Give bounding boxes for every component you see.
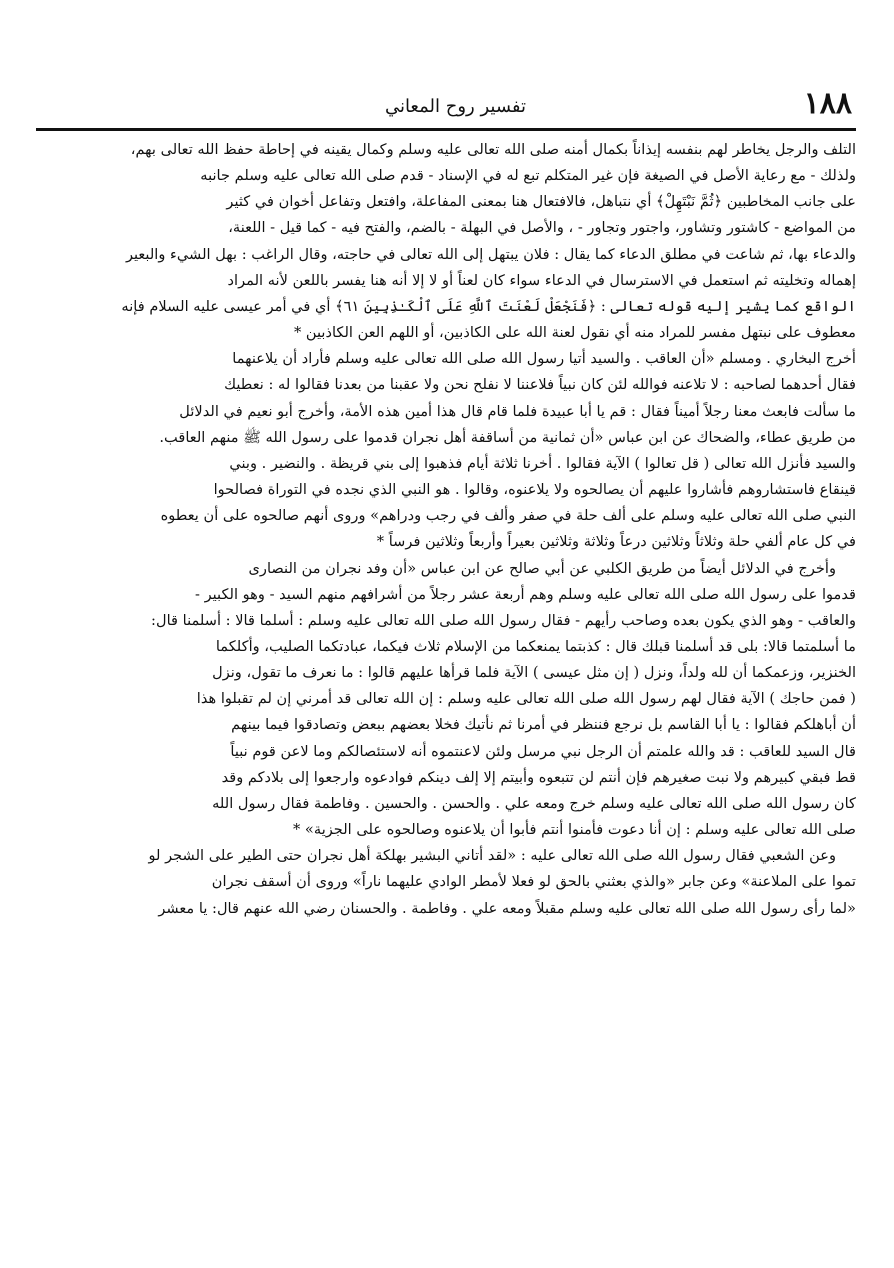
text-line: الواقع كما يشير إليه قوله تعالى : ﴿فَنَجْعَلْ لَعْنَتَ ٱللَّهِ عَلَى ٱلْكَـٰذِبِينَ ٦١﴾ أي في أمر عيسى عليه السلام فإنه xyxy=(121,297,856,315)
text-line: ولذلك - مع رعاية الأصل في الصيغة فإن غير المتكلم تبع له في الإسناد - قدم صلى الله تعالى عليه وسلم جانبه xyxy=(200,167,856,185)
text-line: والسيد فأنزل الله تعالى ( قل تعالوا ) الآية فقالوا . أخرنا ثلاثة أيام فذهبوا إلى بني قريظة . والنضير . وبني xyxy=(229,454,856,472)
text-line: ( فمن حاجك ) الآية فقال لهم رسول الله صلى الله تعالى عليه وسلم : إن الله تعالى قد أمرني إن لم تقبلوا هذا xyxy=(196,690,856,708)
text-line: وأخرج في الدلائل أيضاً من طريق الكلبي عن أبي صالح عن ابن عباس «أن وفد نجران من النصارى xyxy=(248,559,836,577)
text-line: النبي صلى الله تعالى عليه وسلم على ألف حلة في صفر وألف في رجب ودراهم» وروى أنهم صالحوه على أن يعطوه xyxy=(160,507,856,525)
text-line: ما سألت فابعث معنا رجلاً أميناً فقال : قم يا أبا عبيدة فلما قام قال هذا أمين هذه الأمة، وأخرج أبو نعيم في الدلائل xyxy=(179,402,856,420)
text-line: قينقاع فاستشاروهم فأشاروا عليهم أن يصالحوه ولا يلاعنوه، وقالوا . هو النبي الذي نجده في التوراة فصالحوا xyxy=(213,481,856,499)
text-line: والعاقب - وهو الذي يكون بعده وصاحب رأيهم - فقال رسول الله صلى الله تعالى عليه وسلم : أسلما قالا : أسلمنا قال: xyxy=(151,611,856,629)
text-line: الخنزير، وزعمكما أن لله ولداً، ونزل ( إن مثل عيسى ) الآية فلما قرأها عليهم قالوا : ما نعرف ما تقول، ونزل xyxy=(212,664,856,682)
page-number: ١٨٨ xyxy=(803,86,852,121)
running-title: تفسير روح المعاني xyxy=(384,96,526,117)
text-line: معطوف على نبتهل مفسر للمراد منه أي نقول لعنة الله على الكاذبين، أو اللهم العن الكاذبين * xyxy=(293,324,856,342)
text-line: «لما رأى رسول الله صلى الله تعالى عليه وسلم مقبلاً ومعه علي . وفاطمة . والحسنان رضي الله عنهم قال: يا معشر xyxy=(158,899,856,917)
paragraph-bukhari-narration xyxy=(36,346,856,555)
page xyxy=(36,84,856,1244)
body-text xyxy=(36,137,856,922)
text-line: كان رسول الله صلى الله تعالى عليه وسلم خرج ومعه علي . والحسن . والحسين . وفاطمة فقال رسول الله xyxy=(212,794,856,812)
text-line: وعن الشعبي فقال رسول الله صلى الله تعالى عليه : «لقد أتاني البشير بهلكة أهل نجران حتى الطير على الشجر لو xyxy=(148,847,836,865)
text-line: والدعاء بها، ثم شاعت في مطلق الدعاء كما يقال : فلان يبتهل إلى الله تعالى في حاجته، وقال الراغب : بهل الشيء والبعير xyxy=(125,245,856,263)
text-line: أن أباهلكم فقالوا : يا أبا القاسم بل نرجع فننظر في أمرنا ثم نأتيك فخلا بعضهم ببعض وتصادقوا فيما بينهم xyxy=(231,716,856,734)
paragraph-tafsir-commentary xyxy=(36,137,856,346)
paragraph-shabi-narration xyxy=(36,843,856,921)
text-line: إهماله وتخليته ثم استعمل في الاسترسال في الدعاء سواء كان لعناً أو لا إلا أنه هنا يفسر باللعن لأنه المراد xyxy=(227,271,856,289)
text-line: تموا على الملاعنة» وعن جابر «والذي بعثني بالحق لو فعلا لأمطر الوادي عليهما ناراً» وروى أن أسقف نجران xyxy=(211,873,856,891)
text-line: على جانب المخاطبين ﴿ثُمَّ نَبْتَهِلْ﴾ أي نتباهل، فالافتعال هنا بمعنى المفاعلة، وافتعل وتفاعل أخوان في كثير xyxy=(226,193,856,211)
text-line: من طريق عطاء، والضحاك عن ابن عباس «أن ثمانية من أساقفة أهل نجران قدموا على رسول الله ﷺ منهم العاقب. xyxy=(159,428,856,446)
paragraph-dalail-narration xyxy=(36,556,856,844)
text-line: في كل عام ألفي حلة وثلاثاً وثلاثين درعاً وثلاثة وثلاثين بعيراً وأربعاً وثلاثين فرساً * xyxy=(376,533,856,551)
text-line: التلف والرجل يخاطر لهم بنفسه إيذاناً بكمال أمنه صلى الله تعالى عليه وسلم وكمال يقينه في إحاطة حفظ الله تعالى بهم، xyxy=(130,141,856,158)
page-header xyxy=(36,84,856,131)
text-line: قط فبقي كبيرهم ولا نبت صغيرهم فإن أنتم لن تتبعوه وأبيتم إلا إلف دينكم فوادعوه وارجعوا إلى بلادكم وقد xyxy=(221,768,856,786)
text-line: فقال أحدهما لصاحبه : لا تلاعنه فوالله لئن كان نبياً فلاعننا لا نفلح نحن ولا عقبنا من بعدنا فقالوا له : نعطيك xyxy=(224,376,856,394)
text-line: قال السيد للعاقب : قد والله علمتم أن الرجل نبي مرسل ولئن لاعنتموه أنه لاستئصالكم وما لاعن قوم نبياً xyxy=(230,742,856,760)
text-line: أخرج البخاري . ومسلم «أن العاقب . والسيد أتيا رسول الله صلى الله تعالى عليه وسلم فأراد أن يلاعنهما xyxy=(232,350,856,368)
text-line: ما أسلمتما قالا: بلى قد أسلمنا قبلك قال : كذبتما يمنعكما من الإسلام ثلاث فيكما، عبادتكما الصليب، وأكلكما xyxy=(215,637,856,655)
text-line: من المواضع - كاشتور وتشاور، واجتور وتجاور - ، والأصل في البهلة - بالضم، والفتح فيه - كما قيل - اللعنة، xyxy=(228,219,856,237)
text-line: قدموا على رسول الله صلى الله تعالى عليه وسلم وهم أربعة عشر رجلاً من أشرافهم منهم السيد - وهو الكبير - xyxy=(195,585,856,603)
text-line: صلى الله تعالى عليه وسلم : إن أنا دعوت فأمنوا أنتم فأبوا أن يلاعنوه وصالحوه على الجزية» * xyxy=(293,821,856,839)
